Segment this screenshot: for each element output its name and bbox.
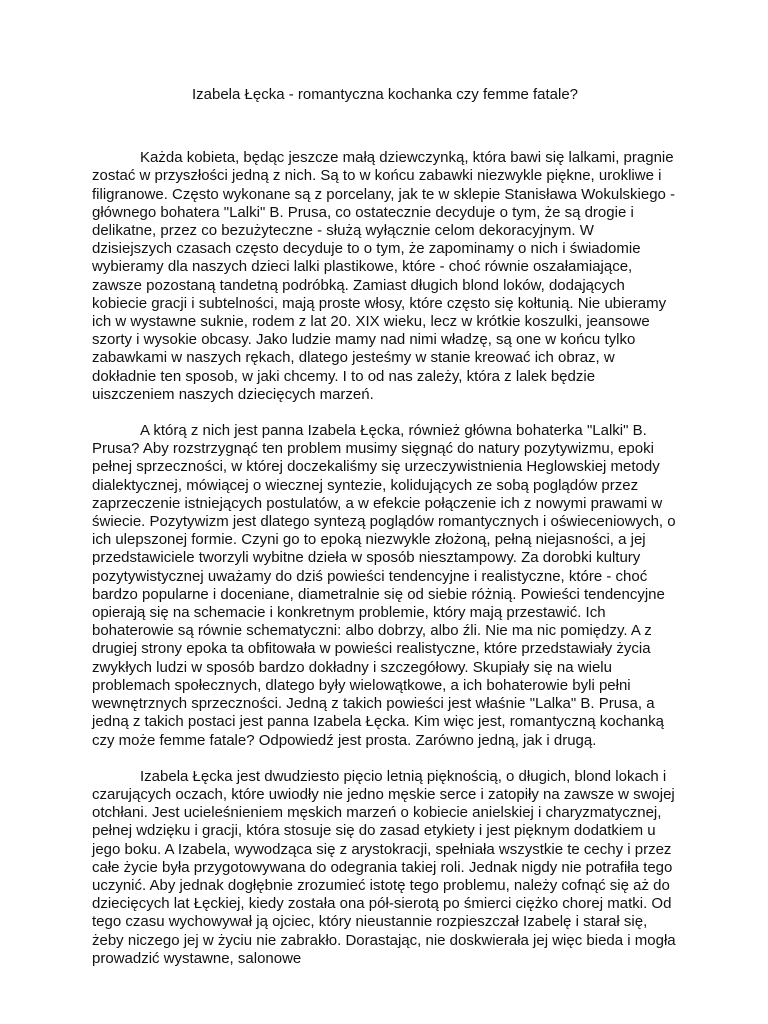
paragraph-1: Każda kobieta, będąc jeszcze małą dziewczynką, która bawi się lalkami, pragnie zostać w przyszłości jedną z nich. Są to w końcu zabawki niezwykle piękne, urokliwe i filigranowe. Często wykonane są z porcelany, jak te w sklepie Stanisława Wokulskiego - głównego bohatera "Lalki" B. Prusa, co ostatecznie decyduje o tym, że są drogie i delikatne, przez co bezużyteczne - służą wyłącznie celom dekoracyjnym. W dzisiejszych czasach często decyduje to o tym, że zapominamy o nich i świadomie wybieramy dla naszych dzieci lalki plastikowe, które - choć równie oszałamiające, zawsze pozostaną tandetną podróbką. Zamiast długich blond loków, dodających kobiecie gracji i subtelności, mają proste włosy, które często się kołtunią. Nie ubieramy ich w wystawne suknie, rodem z lat 20. XIX wieku, lecz w krótkie koszulki, jeansowe szorty i wysokie obcasy. Jako ludzie mamy nad nimi władzę, są one w końcu tylko zabawkami w naszych rękach, dlatego jesteśmy w stanie kreować ich obraz, w dokładnie ten sposob, w jaki chcemy. I to od nas zależy, która z lalek będzie uiszczeniem naszych dziecięcych marzeń. [92,149,676,403]
paragraph-3: Izabela Łęcka jest dwudziesto pięcio letnią pięknością, o długich, blond lokach i czarujących oczach, które uwiodły nie jedno męskie serce i zatopiły na zawsze w swojej otchłani. Jest ucieleśnieniem męskich marzeń o kobiecie anielskiej i charyzmatycznej, pełnej wdzięku i gracji, która stosuje się do zasad etykiety i jest pięknym dodatkiem u jego boku. A Izabela, wywodząca się z arystokracji, spełniała wszystkie te cechy i przez całe życie była przygotowywana do odegrania takiej roli. Jednak nigdy nie potrafiła tego uczynić. Aby jednak dogłębnie zrozumieć istotę tego problemu, należy cofnąć się aż do dziecięcych lat Łęckiej, kiedy została ona pół-sierotą po śmierci ciężko chorej matki. Od tego czasu wychowywał ją ojciec, który nieustannie rozpieszczał Izabelę i starał się, żeby niczego jej w życiu nie zabrakło. Dorastając, nie doskwierała jej więc bieda i mogła prowadzić wystawne, salonowe [92,767,676,967]
document-title: Izabela Łęcka - romantyczna kochanka czy femme fatale? [191,86,579,103]
paragraph-2: A którą z nich jest panna Izabela Łęcka, również główna bohaterka "Lalki" B. Prusa? Aby rozstrzygnąć ten problem musimy sięgnąć do natury pozytywizmu, epoki pełnej sprzeczności, w której doczekaliśmy się urzeczywistnienia Heglowskiej metody dialektycznej, mówiącej o wiecznej syntezie, kolidujących ze sobą poglądów przez zaprzeczenie istniejących postulatów, a w efekcie połączenie ich z nowymi prawami w świecie. Pozytywizm jest dlatego syntezą poglądów romantycznych i oświeceniowych, o ich ulepszonej formie. Czyni go to epoką niezwykle złożoną, pełną niejasności, a jej przedstawiciele tworzyli wybitne dzieła w sposób niesztampowy. Za dorobki kultury pozytywistycznej uważamy do dziś powieści tendencyjne i realistyczne, które - choć bardzo popularne i doceniane, diametralnie się od siebie różnią. Powieści tendencyjne opierają się na schemacie i konkretnym problemie, który mają przestawić. Ich bohaterowie są równie schematyczni: albo dobrzy, albo źli. Nie ma nic pomiędzy. A z drugiej strony epoka ta obfitowała w powieści realistyczne, które przedstawiały życia zwykłych ludzi w sposób bardzo dokładny i szczegółowy. Skupiały się na wielu problemach społecznych, dlatego były wielowątkowe, a ich bohaterowie byli pełni wewnętrznych sprzeczności. Jedną z takich powieści jest właśnie "Lalka" B. Prusa, a jedną z takich postaci jest panna Izabela Łęcka. Kim więc jest, romantyczną kochanką czy może femme fatale? Odpowiedź jest prosta. Zarówno jedną, jak i drugą. [92,422,676,749]
